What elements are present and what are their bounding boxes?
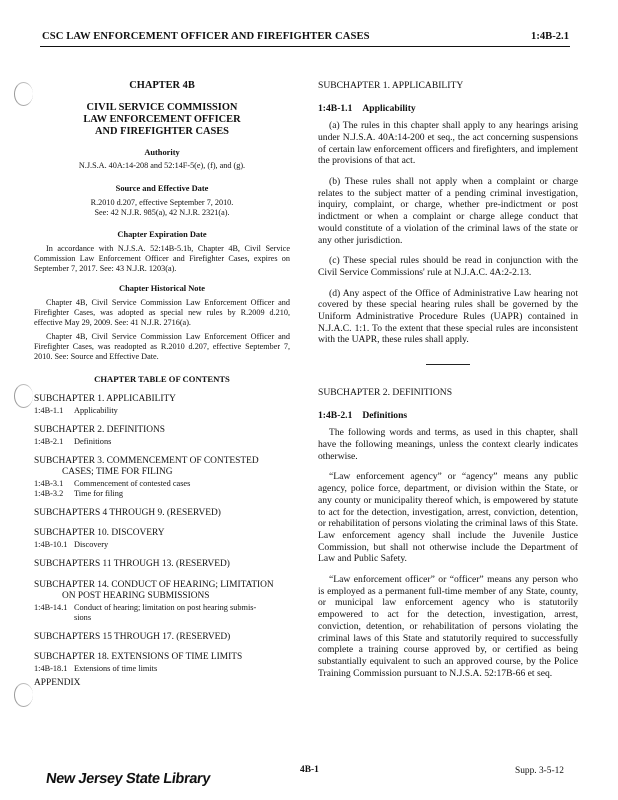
historical-note-heading: Chapter Historical Note bbox=[119, 284, 205, 294]
historical-note-para: Chapter 4B, Civil Service Commission Law Enforcement Officer and Firefighter Cases, was adopted as special new rules by R.2009 d.210, effective May 29, 2009. See: 41 N.J.R. 2716(a). bbox=[34, 297, 290, 327]
section-paragraph: (a) The rules in this chapter shall apply to any hearings arising under N.J.S.A. 40A:14-200 et seq., the act concerning suspensions of certain law enforcement officers and firefighters, and implement the provisions of that act. bbox=[318, 120, 578, 167]
expiration-heading: Chapter Expiration Date bbox=[117, 230, 207, 240]
section-paragraph: “Law enforcement officer” or “officer” means any person who is employed as a permanent full-time member of any State, county, or municipal law enforcement agency who is statutorily empowered to act for the detection, investigation, arrest, conviction, detention, or rehabilitation of persons violating the criminal laws of this State and statutorily required to successfully complete a training course approved by, or certified as being substantially equivalent to such an approved course, by the Police Training Commission pursuant to N.J.S.A. 52:17B-66 et seq. bbox=[318, 574, 578, 679]
toc-subchapter[interactable]: SUBCHAPTER 3. COMMENCEMENT OF CONTESTED bbox=[34, 455, 259, 466]
toc-item[interactable]: 1:4B-10.1 Discovery bbox=[34, 539, 109, 549]
toc-item[interactable]: 1:4B-1.1 Applicability bbox=[34, 405, 118, 415]
authority-text: N.J.S.A. 40A:14-208 and 52:14F-5(e), (f), and (g). bbox=[78, 161, 246, 171]
toc-appendix[interactable]: APPENDIX bbox=[34, 677, 81, 688]
toc-subchapter[interactable]: SUBCHAPTERS 11 THROUGH 13. (RESERVED) bbox=[34, 558, 230, 569]
section-paragraph: (b) These rules shall not apply when a complaint or charge relates to the subject matter of a pending criminal investigation, inquiry, complaint, or charge, whether pre-indictment or post indictment or when a complaint or charge allege conduct that would constitute of a violation of the criminal laws of the state or any other jurisdiction. bbox=[318, 176, 578, 246]
section-paragraph: “Law enforcement agency” or “agency” means any public agency, police force, department, or division within the State, or any county or municipality thereof which, is empowered by statute to act for the detection, investigation, arrest, conviction, detention, or rehabilitation of persons violating the criminal laws of this State. Law enforcement agency shall include the Juvenile Justice Commission, but shall not otherwise include the Department of Law and Public Safety. bbox=[318, 471, 578, 565]
punch-hole-mark bbox=[14, 82, 33, 106]
toc-item[interactable]: 1:4B-18.1 Extensions of time limits bbox=[34, 663, 158, 673]
toc-item[interactable]: 1:4B-3.2 Time for filing bbox=[34, 488, 124, 498]
source-text: R.2010 d.207, effective September 7, 2010. See: 42 N.J.R. 985(a), 42 N.J.R. 2321(a). bbox=[90, 197, 234, 217]
toc-item[interactable]: 1:4B-3.1 Commencement of contested cases bbox=[34, 478, 191, 488]
punch-hole-mark bbox=[14, 384, 33, 408]
toc-subchapter[interactable]: SUBCHAPTER 10. DISCOVERY bbox=[34, 528, 165, 539]
header-rule bbox=[40, 46, 570, 47]
page-number: 4B-1 bbox=[300, 765, 319, 775]
running-title: CSC LAW ENFORCEMENT OFFICER AND FIREFIGHTER CASES bbox=[42, 31, 370, 42]
page-footer bbox=[0, 758, 618, 800]
supplement-date: Supp. 3-5-12 bbox=[515, 766, 564, 776]
toc-subchapter[interactable]: SUBCHAPTER 18. EXTENSIONS OF TIME LIMITS bbox=[34, 652, 243, 663]
section-paragraph: The following words and terms, as used in this chapter, shall have the following meanings, unless the context clearly indicates otherwise. bbox=[318, 427, 578, 462]
right-column bbox=[318, 80, 578, 688]
chapter-number: CHAPTER 4B bbox=[129, 80, 195, 91]
toc-subchapter-cont: CASES; TIME FOR FILING bbox=[62, 467, 173, 478]
section-paragraph: (c) These special rules should be read in conjunction with the Civil Service Commissions' rule at N.J.A.C. 4A:2-2.13. bbox=[318, 255, 578, 278]
historical-note-para: Chapter 4B, Civil Service Commission Law Enforcement Officer and Firefighter Cases, was readopted as R.2010 d.207, effective September 7, 2010. See: Source and Effective Date. bbox=[34, 332, 290, 361]
source-heading: Source and Effective Date bbox=[115, 184, 209, 194]
chapter-title: CIVIL SERVICE COMMISSION LAW ENFORCEMENT OFFICER AND FIREFIGHTER CASES bbox=[83, 101, 241, 138]
toc-item-cont: sions bbox=[74, 612, 92, 622]
toc-subchapter-cont: ON POST HEARING SUBMISSIONS bbox=[62, 591, 210, 602]
toc-subchapter[interactable]: SUBCHAPTER 2. DEFINITIONS bbox=[34, 424, 165, 435]
section-heading: 1:4B-1.1 Applicability bbox=[318, 102, 416, 114]
page-header bbox=[0, 0, 618, 52]
expiration-text: In accordance with N.J.S.A. 52:14B-5.1b, Chapter 4B, Civil Service Commission Law Enforcement Officer and Firefighter Cases, expires on September 7, 2017. See: 43 N.J.R. 1203(a). bbox=[34, 243, 290, 273]
toc-heading: CHAPTER TABLE OF CONTENTS bbox=[94, 373, 230, 384]
subchapter-heading: SUBCHAPTER 2. DEFINITIONS bbox=[318, 387, 453, 399]
authority-heading: Authority bbox=[144, 147, 180, 157]
section-paragraph: (d) Any aspect of the Office of Administrative Law hearing not covered by these special hearing rules shall be governed by the Uniform Administrative Procedure Rules (UAPR) contained in N.J.A.C. 1:1. To the extent that these special rules are inconsistent with the UAPR, these rules shall apply. bbox=[318, 287, 578, 346]
toc-subchapter[interactable]: SUBCHAPTER 14. CONDUCT OF HEARING; LIMITATION bbox=[34, 579, 274, 590]
left-column bbox=[34, 80, 290, 689]
toc-subchapter[interactable]: SUBCHAPTER 1. APPLICABILITY bbox=[34, 394, 176, 405]
punch-hole-mark bbox=[14, 683, 33, 707]
toc-subchapter[interactable]: SUBCHAPTERS 15 THROUGH 17. (RESERVED) bbox=[34, 631, 231, 642]
toc-item[interactable]: 1:4B-2.1 Definitions bbox=[34, 436, 112, 446]
library-stamp: New Jersey State Library bbox=[44, 771, 212, 787]
toc-item[interactable]: 1:4B-14.1 Conduct of hearing; limitation on post hearing submis- bbox=[34, 602, 257, 612]
section-heading: 1:4B-2.1 Definitions bbox=[318, 409, 408, 421]
section-reference: 1:4B-2.1 bbox=[531, 31, 569, 42]
toc-subchapter[interactable]: SUBCHAPTERS 4 THROUGH 9. (RESERVED) bbox=[34, 507, 221, 518]
subchapter-heading: SUBCHAPTER 1. APPLICABILITY bbox=[318, 80, 464, 91]
section-divider bbox=[426, 364, 470, 365]
